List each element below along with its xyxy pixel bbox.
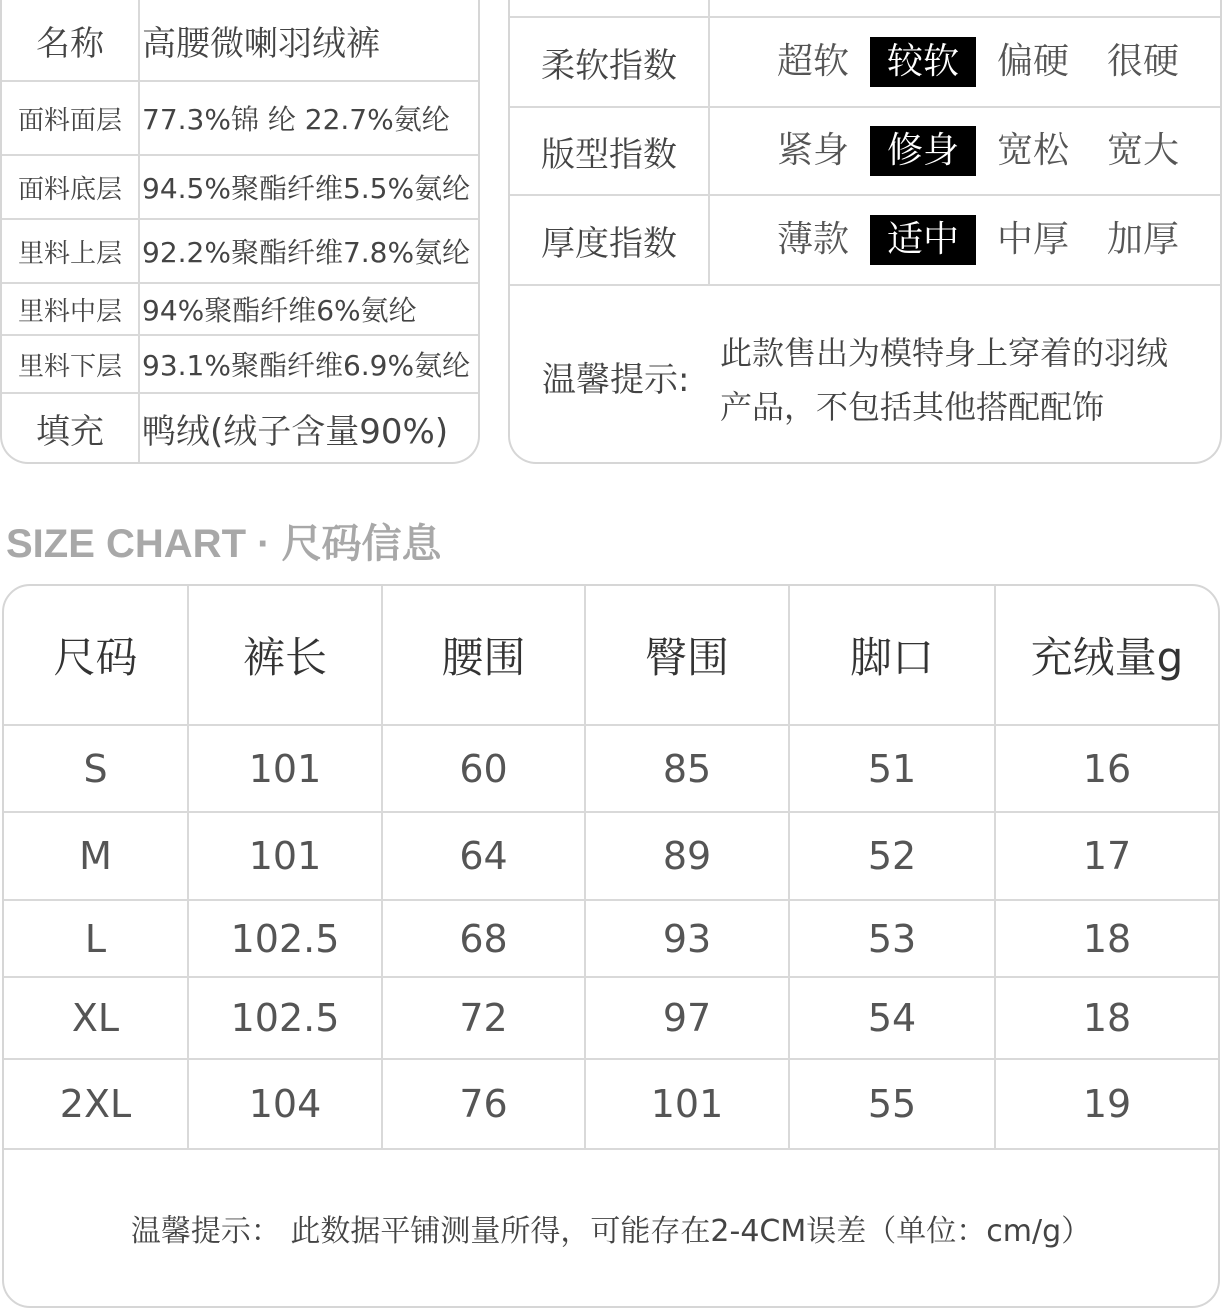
tip-box xyxy=(510,286,1220,462)
option-mid-thick: 中厚 xyxy=(996,219,1069,260)
header-waist: 腰围 xyxy=(441,633,526,682)
cell-fill-weight: 19 xyxy=(1082,1082,1132,1126)
attr-value: 94.5%聚酯纤维5.5%氨纶 xyxy=(142,172,471,205)
cell-hip: 97 xyxy=(662,996,712,1040)
option-tight: 紧身 xyxy=(776,130,849,171)
table-row xyxy=(4,813,1218,901)
cell-hip: 85 xyxy=(662,746,712,791)
table-row xyxy=(4,1060,1218,1150)
cell-hem: 53 xyxy=(867,916,917,961)
header-size: 尺码 xyxy=(53,633,138,682)
cell-size: M xyxy=(79,834,112,878)
tip-text: 此款售出为模特身上穿着的羽绒产品，不包括其他搭配配饰 xyxy=(720,334,1169,426)
option-thin: 薄款 xyxy=(776,219,849,260)
table-row xyxy=(4,901,1218,978)
table-row xyxy=(4,726,1218,813)
top-strip xyxy=(510,0,1220,18)
attr-label: 面料面层 xyxy=(17,105,122,136)
attr-label: 面料底层 xyxy=(17,174,122,205)
cell-fill-weight: 18 xyxy=(1082,916,1132,961)
cell-hem: 55 xyxy=(867,1082,917,1126)
attr-row-lining-top xyxy=(2,220,478,284)
table-row xyxy=(4,978,1218,1060)
index-label: 柔软指数 xyxy=(541,45,677,86)
attr-row-outer-top xyxy=(2,82,478,156)
measurement-note: 温馨提示： 此数据平铺测量所得，可能存在2-4CM误差（单位：cm/g） xyxy=(130,1214,1092,1249)
cell-waist: 60 xyxy=(459,746,508,791)
attr-value: 94%聚酯纤维6%氨纶 xyxy=(142,294,417,327)
index-options xyxy=(760,108,1220,194)
option-thick: 加厚 xyxy=(1106,219,1179,260)
option-super-soft: 超软 xyxy=(776,41,849,82)
size-chart-heading: SIZE CHART · 尺码信息 xyxy=(6,522,442,566)
attr-row-name xyxy=(2,0,478,82)
index-panel xyxy=(508,0,1222,464)
attr-row-lining-bottom xyxy=(2,336,478,394)
cell-fill-weight: 18 xyxy=(1082,996,1132,1040)
option-loose: 宽松 xyxy=(996,130,1069,171)
header-fill-weight: 充绒量g xyxy=(1030,633,1184,682)
index-label: 厚度指数 xyxy=(541,223,677,264)
cell-size: S xyxy=(83,746,108,791)
attr-value: 高腰微喇羽绒裤 xyxy=(142,23,380,64)
cell-fill-weight: 16 xyxy=(1082,746,1132,791)
index-row-thickness xyxy=(510,196,1220,286)
cell-waist: 76 xyxy=(459,1082,508,1126)
attr-row-filling xyxy=(2,394,478,462)
cell-length: 102.5 xyxy=(230,996,340,1040)
header-hip: 臀围 xyxy=(644,633,729,682)
option-slightly-hard: 偏硬 xyxy=(996,41,1069,82)
attr-label: 里料上层 xyxy=(17,238,122,269)
index-row-softness xyxy=(510,18,1220,108)
cell-hem: 54 xyxy=(867,996,917,1040)
cell-hem: 51 xyxy=(867,746,917,791)
option-very-hard: 很硬 xyxy=(1106,41,1179,82)
cell-hem: 52 xyxy=(867,834,917,878)
attr-row-outer-bottom xyxy=(2,156,478,220)
table-header-row xyxy=(4,586,1218,726)
cell-hip: 89 xyxy=(662,834,712,878)
attr-label: 填充 xyxy=(36,411,104,452)
attr-row-lining-middle xyxy=(2,284,478,336)
tip-label: 温馨提示: xyxy=(542,360,690,400)
cell-fill-weight: 17 xyxy=(1082,834,1132,878)
cell-hip: 93 xyxy=(662,916,712,961)
attr-label: 里料中层 xyxy=(17,296,122,327)
fabric-info-panel xyxy=(0,0,480,464)
cell-length: 102.5 xyxy=(230,916,340,961)
cell-size: XL xyxy=(71,996,120,1040)
option-wide: 宽大 xyxy=(1106,130,1179,171)
attr-value: 77.3%锦 纶 22.7%氨纶 xyxy=(142,103,450,136)
cell-waist: 64 xyxy=(459,834,508,878)
cell-waist: 68 xyxy=(459,916,508,961)
index-row-fit xyxy=(510,108,1220,196)
option-soft-selected: 较软 xyxy=(870,37,976,87)
attr-label: 名称 xyxy=(36,23,104,64)
cell-waist: 72 xyxy=(459,996,508,1040)
cell-hip: 101 xyxy=(650,1082,724,1126)
cell-length: 104 xyxy=(248,1082,322,1126)
size-chart-table xyxy=(2,584,1220,1308)
index-options xyxy=(760,18,1220,106)
header-length: 裤长 xyxy=(242,633,327,682)
index-options xyxy=(760,196,1220,284)
cell-size: L xyxy=(84,916,107,961)
cell-size: 2XL xyxy=(59,1082,132,1126)
cell-length: 101 xyxy=(248,834,322,878)
header-hem: 脚口 xyxy=(849,633,934,682)
option-medium-selected: 适中 xyxy=(870,215,976,265)
attr-value: 92.2%聚酯纤维7.8%氨纶 xyxy=(142,236,471,269)
option-slim-selected: 修身 xyxy=(870,126,976,176)
attr-value: 鸭绒(绒子含量90%) xyxy=(142,411,449,452)
index-label: 版型指数 xyxy=(541,134,677,175)
attr-value: 93.1%聚酯纤维6.9%氨纶 xyxy=(142,349,471,382)
cell-length: 101 xyxy=(248,746,322,791)
attr-label: 里料下层 xyxy=(17,351,122,382)
